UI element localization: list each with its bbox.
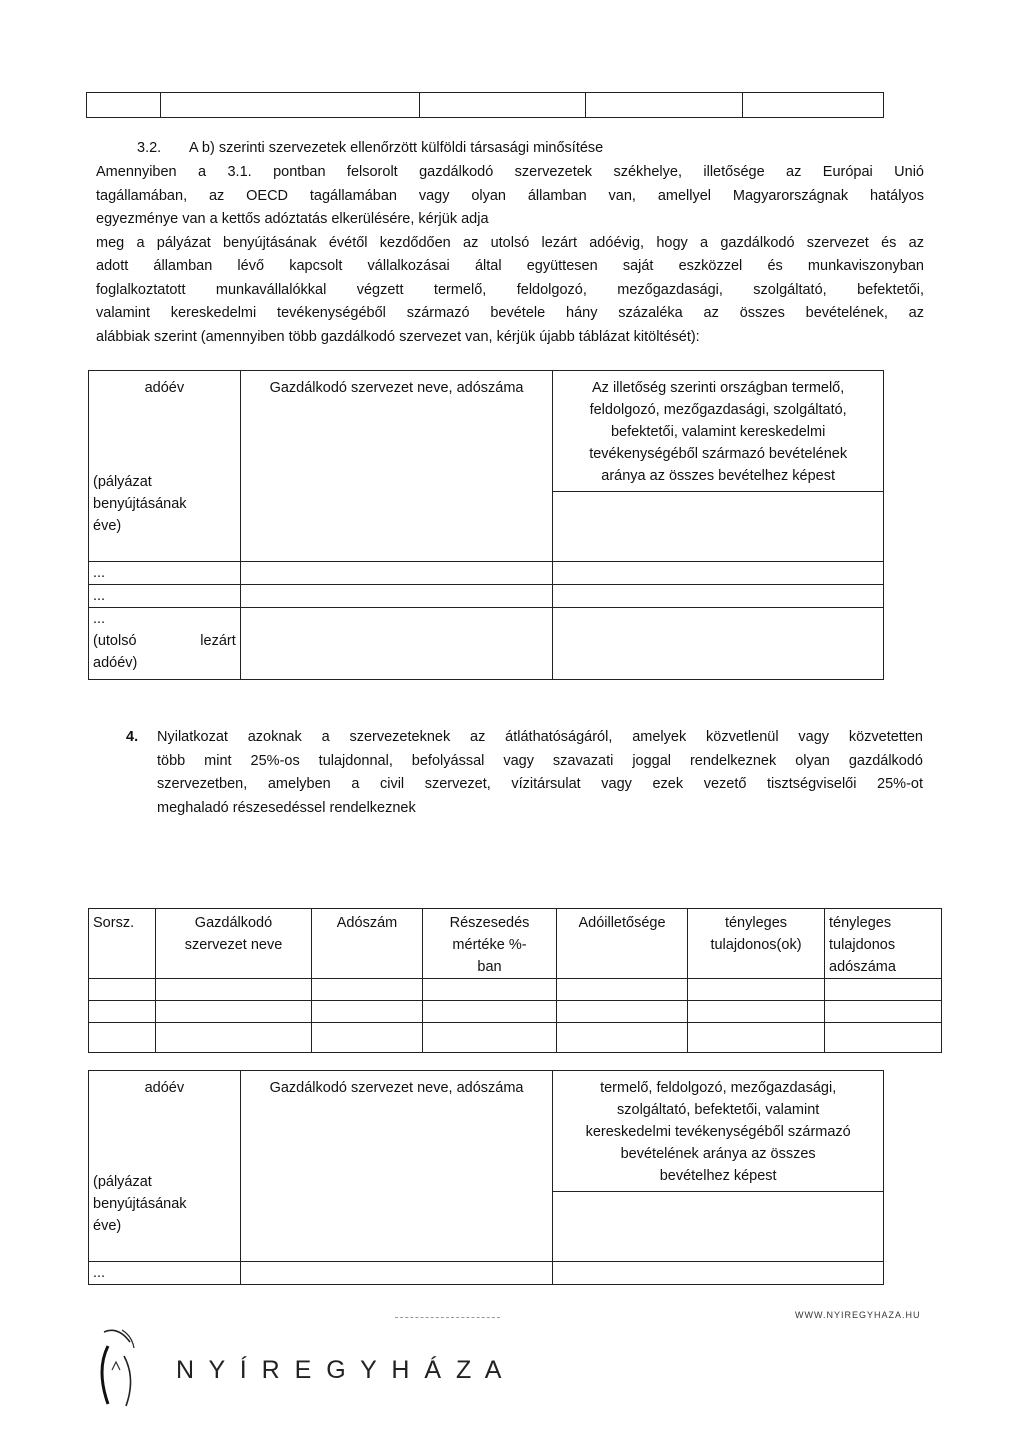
column-header-line: tulajdonos(ok) [710,937,802,953]
table-cell [553,562,884,585]
table-cell [553,608,884,680]
column-header: adóév [144,380,185,396]
table-cell [553,585,884,608]
column-header-line: tényleges [724,915,788,931]
table-cell [240,608,553,680]
org-header-cell [240,1071,553,1262]
column-header-line: feldolgozó, mezőgazdasági, szolgáltató, [589,402,847,418]
column-header-line: tényleges [829,915,892,931]
table-row [89,979,942,1001]
org-header-cell [240,371,553,562]
table-cell [312,1001,423,1023]
city-logo-icon [92,1326,140,1412]
column-header-line: Részesedés [449,915,530,931]
header-cell [423,909,557,979]
row-label: éve) [93,518,122,534]
row-label: ... [93,588,106,604]
column-header-line: termelő, feldolgozó, mezőgazdasági, [600,1080,837,1096]
paragraph-line: alábbiak szerint (amennyiben több gazdálkodó szervezet van, kérjük újabb táblázat kitöltését): [96,328,700,345]
column-header-line: kereskedelmi tevékenységéből származó [585,1124,851,1140]
row-label: (pályázat [93,1174,152,1190]
strip-cell [419,93,585,118]
column-header-line: ban [477,959,502,975]
ratio-header-cell [553,371,884,492]
column-header: adóév [144,1080,185,1096]
row-label: (utolsó [93,633,137,649]
table-cell [89,979,156,1001]
paragraph-line: valamint kereskedelmi tevékenységéből származó bevétele hány százaléka az összes bevételének, az [96,305,924,321]
column-header-line: adószáma [829,959,896,975]
table-cell [156,979,312,1001]
table-row [89,1001,942,1023]
table-cell [825,1001,942,1023]
table-cell [688,979,825,1001]
table-cell [557,1001,688,1023]
paragraph-line: Amennyiben a 3.1. pontban felsorolt gazdálkodó szervezetek székhelye, illetősége az Európai Unió [96,164,924,180]
table-cell [688,1001,825,1023]
section-4-line: meghaladó részesedéssel rendelkeznek [157,799,416,816]
table-cell [156,1023,312,1053]
income-ratio-table-2 [88,1070,884,1285]
year-header-cell [89,371,241,562]
table-cell [553,1262,884,1285]
column-header-line: tevékenységéből származó bevételének [589,446,848,462]
row-label: ... [93,611,106,627]
column-header-line: bevételének aránya az összes [620,1146,816,1162]
ownership-table [88,908,942,1053]
table-row [89,1023,942,1053]
column-header-line: Gazdálkodó [194,915,273,931]
paragraph-line: meg a pályázat benyújtásának évétől kezdődően az utolsó lezárt adóévig, hogy a gazdálkodó szervezet és az [96,234,924,251]
table-cell [688,1023,825,1053]
row-label-cell [89,585,241,608]
footer-website: WWW.NYIREGYHAZA.HU [795,1310,921,1320]
row-label: ... [93,1265,106,1281]
table-cell [240,562,553,585]
table-cell [553,492,884,562]
footer-city-name: N Y Í R E G Y H Á Z A [176,1356,506,1384]
ratio-header-cell [553,1071,884,1192]
income-ratio-table [88,370,884,680]
row-label: benyújtásának [93,496,187,512]
row-label-cell [89,1262,241,1285]
column-header: Gazdálkodó szervezet neve, adószáma [269,1080,524,1096]
header-cell [688,909,825,979]
table-cell [240,585,553,608]
table-cell [557,979,688,1001]
table-cell [312,1023,423,1053]
column-header-line: szolgáltató, befektetői, valamint [617,1102,820,1118]
row-label: ... [93,565,106,581]
paragraph-line: foglalkoztatott munkavállalókkal végzett termelő, feldolgozó, mezőgazdasági, szolgáltató, befektetői, [96,281,924,298]
header-cell [312,909,423,979]
section-3-2-number: 3.2. [137,140,162,156]
header-cell [557,909,688,979]
column-header-line: befektetői, valamint kereskedelmi [610,424,826,440]
section-4-line: több mint 25%-os tulajdonnal, befolyással vagy szavazati joggal rendelkeznek olyan gazdálkodó [157,752,923,769]
row-label: (pályázat [93,474,152,490]
strip-cell [87,93,161,118]
row-label: lezárt [200,633,236,649]
table-cell [423,1023,557,1053]
column-header: Gazdálkodó szervezet neve, adószáma [269,380,524,396]
header-cell [156,909,312,979]
section-3-2-paragraph [96,161,924,349]
section-4-number: 4. [126,729,139,745]
table-cell [156,1001,312,1023]
column-header-line: tulajdonos [829,937,896,953]
top-strip-table [86,92,884,118]
table-cell [89,1001,156,1023]
strip-cell [585,93,742,118]
row-label-cell [89,562,241,585]
section-4-line: Nyilatkozat azoknak a szervezeteknek az átláthatóságáról, amelyek közvetlenül vagy közvetetten [157,729,923,745]
table-cell [553,1192,884,1262]
section-4-text [157,726,923,820]
table-cell [89,1023,156,1053]
table-cell [423,979,557,1001]
row-label: adóév) [93,655,138,671]
table-cell [312,979,423,1001]
strip-cell [161,93,420,118]
row-label: éve) [93,1218,122,1234]
section-3-2-title: A b) szerinti szervezetek ellenőrzött külföldi társasági minősítése [189,140,604,156]
table-cell [240,1262,553,1285]
header-cell [89,909,156,979]
column-header-line: mértéke %- [452,937,527,953]
footer-rule [395,1317,500,1318]
table-cell [825,1023,942,1053]
column-header-line: Az illetőség szerinti országban termelő, [592,380,845,396]
section-4-line: szervezetben, amelyben a civil szervezet, vízitársulat vagy ezek vezető tisztségviselői 25%-ot [157,776,923,792]
paragraph-line: tagállamában, az OECD tagállamában vagy olyan államban van, amellyel Magyarországnak hatályos [96,187,924,204]
row-label-cell [89,608,241,680]
column-header-line: aránya az összes bevételhez képest [601,468,836,484]
column-header: Sorsz. [93,915,135,931]
column-header-line: bevételhez képest [659,1168,777,1184]
strip-cell [743,93,884,118]
paragraph-line: adott államban lévő kapcsolt vállalkozásai által együttesen saját eszközzel és munkaviszonyban [96,258,924,274]
column-header: Adószám [336,915,398,931]
column-header: Adóilletősége [578,915,666,931]
header-cell [825,909,942,979]
table-cell [557,1023,688,1053]
column-header-line: szervezet neve [184,937,283,953]
table-cell [423,1001,557,1023]
year-header-cell [89,1071,241,1262]
table-cell [825,979,942,1001]
row-label: benyújtásának [93,1196,187,1212]
paragraph-line: egyezménye van a kettős adóztatás elkerülésére, kérjük adja [96,211,489,227]
